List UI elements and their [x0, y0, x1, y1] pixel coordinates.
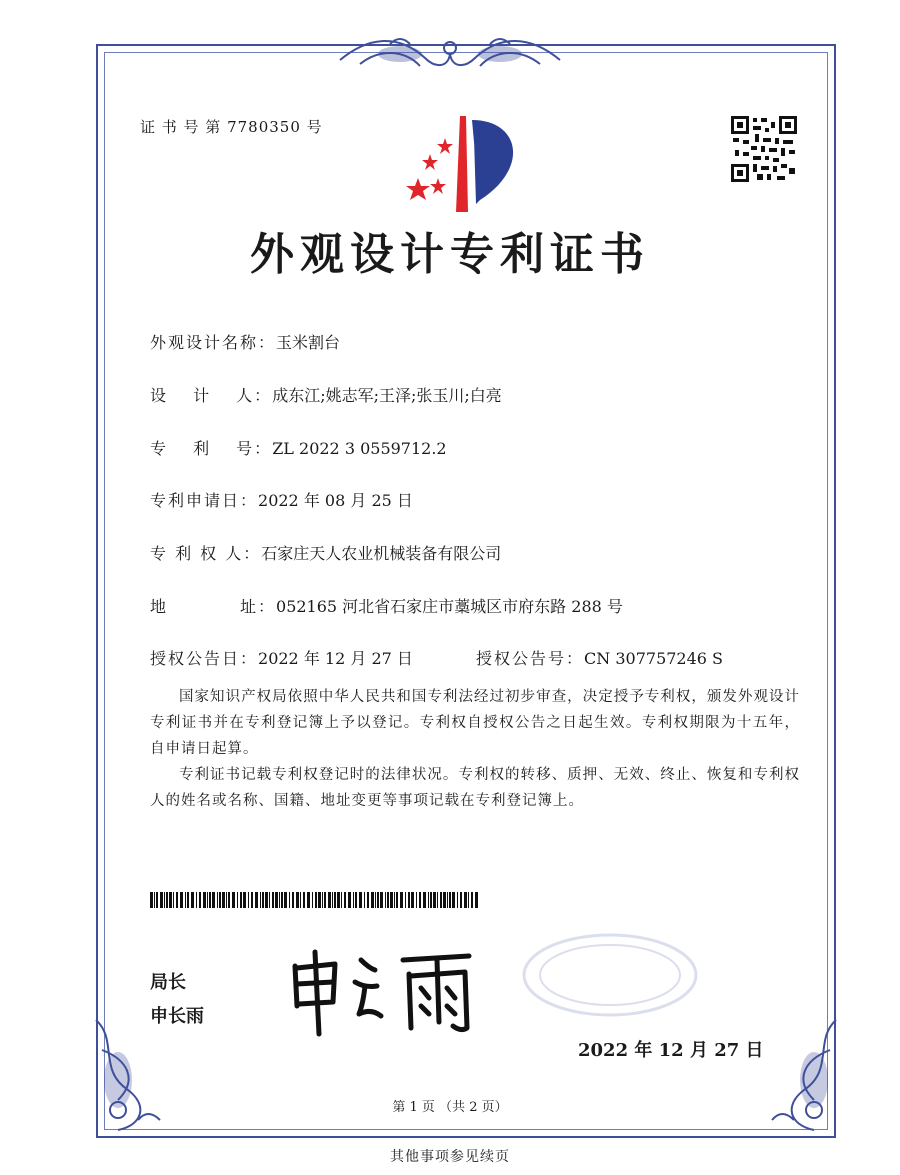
field-design-name	[150, 330, 340, 353]
corner-ornament-bottom-left	[88, 1010, 168, 1140]
field-label: 授权公告日：	[150, 649, 259, 668]
field-value: 玉米割台	[276, 333, 341, 352]
field-address	[150, 594, 623, 617]
certificate-number: 证 书 号 第 7780350 号	[140, 118, 323, 136]
field-designer	[150, 383, 502, 406]
signatory-name: 申长雨	[150, 1006, 204, 1027]
paragraph-grant-statement: 国家知识产权局依照中华人民共和国专利法经过初步审查，决定授予专利权，颁发外观设计专利证书并在专利登记簿上予以登记。专利权自授权公告之日起生效。专利权期限为十五年，自申请日起算。	[150, 689, 800, 757]
paragraph-legal-status: 专利证书记载专利权登记时的法律状况。专利权的转移、质押、无效、终止、恢复和专利权人的姓名或名称、国籍、地址变更等事项记载在专利登记簿上。	[150, 767, 800, 809]
field-value: 石家庄天人农业机械装备有限公司	[261, 544, 502, 563]
signature	[285, 948, 485, 1038]
issue-date: 2022 年 12 月 27 日	[578, 1040, 764, 1061]
top-ornament	[330, 30, 570, 78]
field-label: 专 利 权 人：	[150, 544, 262, 563]
barcode	[150, 892, 480, 908]
field-value: 052165 河北省石家庄市藁城区市府东路 288 号	[276, 597, 623, 616]
field-value: CN 307757246 S	[584, 649, 724, 668]
corner-ornament-bottom-right	[764, 1010, 844, 1140]
field-value: 2022 年 08 月 25 日	[258, 491, 413, 510]
field-patentee	[150, 541, 501, 564]
field-value: ZL 2022 3 0559712.2	[272, 439, 447, 458]
field-label: 专 利 号：	[150, 439, 273, 458]
qr-code	[731, 116, 797, 182]
field-value: 2022 年 12 月 27 日	[258, 649, 413, 668]
footer-note: 其他事项参见续页	[390, 1149, 510, 1165]
signatory-title: 局长	[150, 972, 186, 993]
field-grant-number	[476, 646, 723, 669]
field-value: 成东江;姚志军;王泽;张玉川;白亮	[272, 386, 502, 405]
field-filing-date	[150, 488, 413, 511]
field-label: 地 址：	[150, 597, 277, 616]
certificate-title: 外观设计专利证书	[250, 229, 650, 280]
page-indicator: 第 1 页 （共 2 页）	[392, 1100, 508, 1115]
seal-watermark	[520, 930, 700, 1020]
field-label: 设 计 人：	[150, 386, 273, 405]
cnipa-emblem	[400, 108, 530, 218]
field-label: 授权公告号：	[476, 649, 585, 668]
field-label: 专利申请日：	[150, 491, 259, 510]
field-label: 外观设计名称：	[150, 333, 277, 352]
field-grant-date	[150, 646, 413, 669]
field-patent-number	[150, 436, 447, 459]
